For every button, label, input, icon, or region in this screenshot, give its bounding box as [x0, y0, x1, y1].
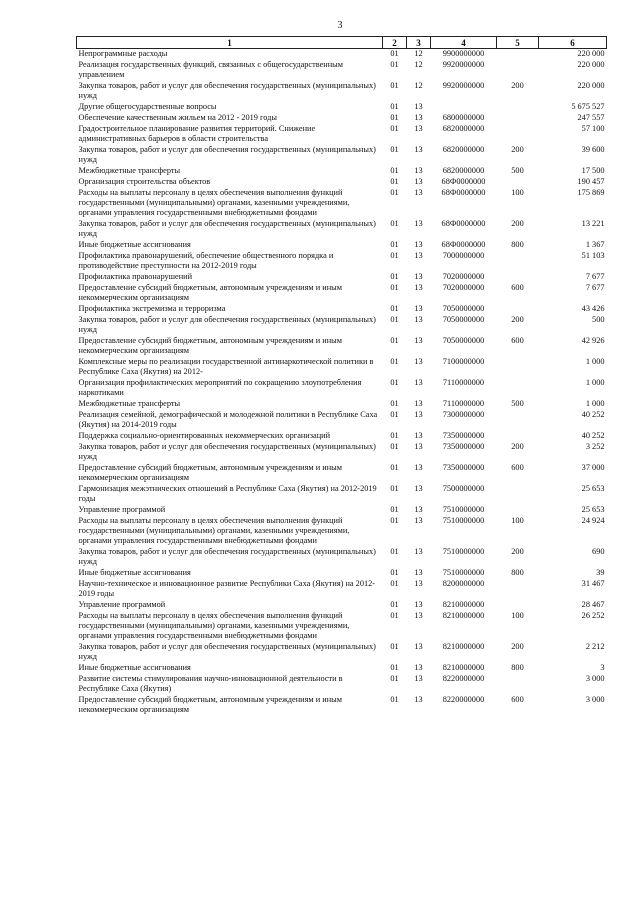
row-section: 01: [390, 304, 399, 313]
row-section: 01: [390, 505, 399, 514]
table-row: [77, 272, 607, 283]
table-row: [77, 49, 607, 61]
row-expense-type: 100: [511, 516, 524, 525]
row-name: Другие общегосударственные вопросы: [78, 102, 217, 111]
row-target-article: [431, 102, 497, 113]
header-col-3: 3: [407, 37, 431, 49]
row-expense-type: [497, 484, 539, 505]
row-expense-type: 100: [511, 611, 524, 620]
row-expense-type: [497, 431, 539, 442]
row-target-article: 7350000000: [442, 442, 485, 451]
table-row: [77, 166, 607, 177]
row-expense-type: 600: [511, 463, 524, 472]
header-col-2: 2: [383, 37, 407, 49]
row-target-article: 68Ф0000000: [441, 177, 486, 186]
row-target-article: 8210000000: [442, 600, 485, 609]
table-row: [77, 547, 607, 568]
row-section: 01: [390, 102, 399, 111]
row-section: 01: [390, 695, 399, 704]
budget-table: [76, 36, 607, 716]
row-subsection: 13: [414, 378, 423, 387]
row-target-article: 7510000000: [442, 568, 485, 577]
row-amount: 42 926: [581, 336, 605, 345]
table-row: [77, 399, 607, 410]
row-amount: 40 252: [581, 431, 605, 440]
row-section: 01: [390, 431, 399, 440]
row-amount: 25 653: [581, 505, 605, 514]
table-row: [77, 568, 607, 579]
row-expense-type: [497, 505, 539, 516]
row-amount: 1 000: [585, 357, 605, 366]
row-expense-type: 600: [511, 283, 524, 292]
row-name: Комплексные меры по реализации государственной антинаркотической политики в Республике Саха (Якутия) на 2012-: [78, 357, 374, 376]
row-subsection: 13: [414, 642, 423, 651]
row-expense-type: 600: [511, 336, 524, 345]
row-name: Закупка товаров, работ и услуг для обеспечения государственных (муниципальных) нужд: [78, 442, 376, 461]
row-subsection: 13: [414, 113, 423, 122]
table-row: [77, 240, 607, 251]
row-target-article: 7050000000: [442, 336, 485, 345]
row-section: 01: [390, 166, 399, 175]
row-target-article: 7110000000: [442, 378, 485, 387]
row-subsection: 13: [414, 547, 423, 556]
row-amount: 39 600: [581, 145, 605, 154]
row-subsection: 13: [414, 272, 423, 281]
table-row: [77, 579, 607, 600]
row-name: Развитие системы стимулирования научно-инновационной деятельности в Республике Саха (Якутия): [78, 674, 343, 693]
row-expense-type: [497, 177, 539, 188]
row-target-article: 7510000000: [442, 547, 485, 556]
row-section: 01: [390, 188, 399, 197]
row-target-article: 7110000000: [442, 399, 485, 408]
row-expense-type: 800: [511, 568, 524, 577]
row-amount: 13 221: [581, 219, 605, 228]
row-target-article: 7050000000: [442, 315, 485, 324]
row-name: Закупка товаров, работ и услуг для обеспечения государственных (муниципальных) нужд: [78, 315, 376, 334]
row-amount: 3: [600, 663, 605, 672]
table-row: [77, 600, 607, 611]
row-amount: 17 500: [581, 166, 605, 175]
row-amount: 5 675 527: [571, 102, 605, 111]
row-amount: 57 100: [581, 124, 605, 133]
row-section: 01: [390, 60, 399, 69]
row-amount: 3 000: [585, 695, 605, 704]
row-subsection: 13: [414, 663, 423, 672]
row-target-article: 7500000000: [442, 484, 485, 493]
row-section: 01: [390, 81, 399, 90]
row-target-article: 9920000000: [442, 60, 485, 69]
row-subsection: 13: [414, 240, 423, 249]
table-row: [77, 410, 607, 431]
table-row: [77, 219, 607, 240]
row-amount: 26 252: [581, 611, 605, 620]
row-subsection: 13: [414, 600, 423, 609]
row-section: 01: [390, 49, 399, 58]
row-amount: 3 000: [585, 674, 605, 683]
header-col-5: 5: [497, 37, 539, 49]
row-section: 01: [390, 272, 399, 281]
row-name: Межбюджетные трансферты: [78, 399, 181, 408]
row-section: 01: [390, 251, 399, 260]
row-amount: 1 367: [585, 240, 605, 249]
row-subsection: 12: [414, 81, 423, 90]
row-expense-type: 800: [511, 240, 524, 249]
row-section: 01: [390, 357, 399, 366]
row-name: Иные бюджетные ассигнования: [78, 663, 191, 672]
row-subsection: 13: [414, 177, 423, 186]
table-row: [77, 124, 607, 145]
row-target-article: 9900000000: [442, 49, 485, 58]
row-amount: 28 467: [581, 600, 605, 609]
row-amount: 690: [592, 547, 605, 556]
row-subsection: 13: [414, 516, 423, 525]
row-expense-type: 800: [511, 663, 524, 672]
row-section: 01: [390, 674, 399, 683]
row-subsection: 12: [414, 49, 423, 58]
row-name: Научно-техническое и инновационное развитие Республики Саха (Якутия) на 2012-2019 годы: [78, 579, 376, 598]
row-name: Предоставление субсидий бюджетным, автономным учреждениям и иным некоммерческим организациям: [78, 463, 342, 482]
row-name: Градостроительное планирование развития территорий. Снижение административных барьеров в области строительства: [78, 124, 316, 143]
row-subsection: 13: [414, 124, 423, 133]
row-subsection: 13: [414, 674, 423, 683]
row-subsection: 13: [414, 336, 423, 345]
row-expense-type: [497, 378, 539, 399]
row-expense-type: [497, 102, 539, 113]
row-subsection: 13: [414, 399, 423, 408]
row-section: 01: [390, 484, 399, 493]
row-section: 01: [390, 568, 399, 577]
row-target-article: 68Ф0000000: [441, 240, 486, 249]
row-amount: 40 252: [581, 410, 605, 419]
row-name: Закупка товаров, работ и услуг для обеспечения государственных (муниципальных) нужд: [78, 145, 376, 164]
row-target-article: 7350000000: [442, 431, 485, 440]
row-name: Реализация семейной, демографической и молодежной политики в Республике Саха (Якутия) на 2014-2019 годы: [78, 410, 378, 429]
row-subsection: 13: [414, 410, 423, 419]
table-row: [77, 357, 607, 378]
row-amount: 2 212: [585, 642, 605, 651]
row-name: Иные бюджетные ассигнования: [78, 240, 191, 249]
row-subsection: 13: [414, 188, 423, 197]
row-subsection: 13: [414, 695, 423, 704]
row-section: 01: [390, 113, 399, 122]
table-row: [77, 442, 607, 463]
row-expense-type: [497, 674, 539, 695]
row-name: Закупка товаров, работ и услуг для обеспечения государственных (муниципальных) нужд: [78, 81, 376, 100]
row-name: Расходы на выплаты персоналу в целях обеспечения выполнения функций государственными (муниципальными) органами, казенными учреждениями, органами управления государственными внебюджетными фондами: [78, 188, 350, 217]
row-section: 01: [390, 124, 399, 133]
row-name: Профилактика правонарушений, обеспечение общественного порядка и противодействие преступности на 2012-2019 годы: [78, 251, 334, 270]
row-subsection: 13: [414, 304, 423, 313]
row-target-article: 7000000000: [442, 251, 485, 260]
row-name: Иные бюджетные ассигнования: [78, 568, 191, 577]
row-subsection: 13: [414, 568, 423, 577]
row-expense-type: [497, 304, 539, 315]
row-amount: 39: [596, 568, 605, 577]
table-row: [77, 463, 607, 484]
row-name: Непрограммные расходы: [78, 49, 168, 58]
row-subsection: 13: [414, 357, 423, 366]
header-col-1: 1: [77, 37, 383, 49]
row-section: 01: [390, 336, 399, 345]
row-name: Предоставление субсидий бюджетным, автономным учреждениям и иным некоммерческим организациям: [78, 695, 342, 714]
row-section: 01: [390, 642, 399, 651]
table-row: [77, 145, 607, 166]
row-amount: 175 869: [577, 188, 605, 197]
row-subsection: 13: [414, 505, 423, 514]
row-subsection: 13: [414, 431, 423, 440]
table-row: [77, 188, 607, 219]
row-section: 01: [390, 240, 399, 249]
table-row: [77, 251, 607, 272]
row-expense-type: 200: [511, 315, 524, 324]
row-target-article: 8220000000: [442, 695, 485, 704]
page-number: 3: [337, 20, 343, 31]
row-expense-type: [497, 113, 539, 124]
row-name: Профилактика экстремизма и терроризма: [78, 304, 226, 313]
row-section: 01: [390, 283, 399, 292]
row-amount: 3 252: [585, 442, 605, 451]
row-section: 01: [390, 463, 399, 472]
table-row: [77, 505, 607, 516]
row-name: Предоставление субсидий бюджетным, автономным учреждениям и иным некоммерческим организациям: [78, 283, 342, 302]
row-expense-type: 200: [511, 642, 524, 651]
row-subsection: 13: [414, 611, 423, 620]
row-name: Организация профилактических мероприятий по сокращению злоупотребления наркотиками: [78, 378, 362, 397]
row-name: Расходы на выплаты персоналу в целях обеспечения выполнения функций государственными (муниципальными) органами, казенными учреждениями, органами управления государственными внебюджетными фондами: [78, 611, 350, 640]
row-target-article: 6820000000: [442, 145, 485, 154]
row-expense-type: 200: [511, 442, 524, 451]
row-section: 01: [390, 410, 399, 419]
row-section: 01: [390, 579, 399, 588]
row-expense-type: 500: [511, 399, 524, 408]
row-expense-type: 200: [511, 81, 524, 90]
row-name: Профилактика правонарушений: [78, 272, 193, 281]
row-name: Обеспечение качественным жильем на 2012 - 2019 годы: [78, 113, 277, 122]
row-expense-type: [497, 600, 539, 611]
header-row: [77, 37, 607, 49]
row-subsection: 13: [414, 463, 423, 472]
row-target-article: 8210000000: [442, 611, 485, 620]
row-expense-type: [497, 251, 539, 272]
row-amount: 43 426: [581, 304, 605, 313]
row-target-article: 6820000000: [442, 166, 485, 175]
table-row: [77, 177, 607, 188]
row-target-article: 9920000000: [442, 81, 485, 90]
row-subsection: 13: [414, 315, 423, 324]
row-expense-type: [497, 357, 539, 378]
row-amount: 7 677: [585, 283, 605, 292]
row-subsection: 13: [414, 579, 423, 588]
row-amount: 37 000: [581, 463, 605, 472]
row-amount: 7 677: [585, 272, 605, 281]
row-section: 01: [390, 600, 399, 609]
row-target-article: 8220000000: [442, 674, 485, 683]
row-expense-type: [497, 410, 539, 431]
table-row: [77, 81, 607, 102]
row-target-article: 7510000000: [442, 516, 485, 525]
row-subsection: 13: [414, 166, 423, 175]
row-target-article: 8210000000: [442, 663, 485, 672]
row-section: 01: [390, 663, 399, 672]
row-section: 01: [390, 145, 399, 154]
table-row: [77, 484, 607, 505]
table-row: [77, 663, 607, 674]
row-amount: 1 000: [585, 378, 605, 387]
row-expense-type: [497, 579, 539, 600]
row-section: 01: [390, 378, 399, 387]
row-target-article: 7350000000: [442, 463, 485, 472]
table-row: [77, 113, 607, 124]
row-subsection: 13: [414, 484, 423, 493]
row-target-article: 7020000000: [442, 272, 485, 281]
header-col-6: 6: [539, 37, 607, 49]
row-amount: 31 467: [581, 579, 605, 588]
row-name: Закупка товаров, работ и услуг для обеспечения государственных (муниципальных) нужд: [78, 547, 376, 566]
row-section: 01: [390, 442, 399, 451]
row-section: 01: [390, 611, 399, 620]
row-amount: 51 103: [581, 251, 605, 260]
table-row: [77, 695, 607, 716]
row-target-article: 7050000000: [442, 304, 485, 313]
row-expense-type: 200: [511, 145, 524, 154]
row-amount: 220 000: [577, 81, 605, 90]
row-amount: 500: [592, 315, 605, 324]
row-name: Управление программой: [78, 600, 166, 609]
row-subsection: 13: [414, 442, 423, 451]
row-amount: 24 924: [581, 516, 605, 525]
table-row: [77, 102, 607, 113]
row-target-article: 7020000000: [442, 283, 485, 292]
row-name: Межбюджетные трансферты: [78, 166, 181, 175]
table-row: [77, 336, 607, 357]
row-expense-type: 500: [511, 166, 524, 175]
row-amount: 220 000: [577, 60, 605, 69]
row-target-article: 7100000000: [442, 357, 485, 366]
table-header: [77, 37, 607, 49]
row-section: 01: [390, 177, 399, 186]
row-amount: 1 000: [585, 399, 605, 408]
row-target-article: 68Ф0000000: [441, 219, 486, 228]
row-section: 01: [390, 399, 399, 408]
table-body: [77, 49, 607, 717]
row-expense-type: 200: [511, 219, 524, 228]
row-section: 01: [390, 315, 399, 324]
row-target-article: 6800000000: [442, 113, 485, 122]
row-subsection: 13: [414, 102, 423, 111]
row-expense-type: [497, 49, 539, 61]
row-expense-type: [497, 60, 539, 81]
row-expense-type: [497, 124, 539, 145]
row-expense-type: 600: [511, 695, 524, 704]
row-target-article: 7300000000: [442, 410, 485, 419]
row-section: 01: [390, 219, 399, 228]
table-row: [77, 674, 607, 695]
row-amount: 25 653: [581, 484, 605, 493]
row-name: Организация строительства объектов: [78, 177, 211, 186]
table-row: [77, 283, 607, 304]
row-name: Закупка товаров, работ и услуг для обеспечения государственных (муниципальных) нужд: [78, 219, 376, 238]
table-row: [77, 431, 607, 442]
table-row: [77, 315, 607, 336]
table-row: [77, 611, 607, 642]
header-col-4: 4: [431, 37, 497, 49]
row-subsection: 13: [414, 251, 423, 260]
row-name: Расходы на выплаты персоналу в целях обеспечения выполнения функций государственными (муниципальными) органами, казенными учреждениями, органами управления государственными внебюджетными фондами: [78, 516, 350, 545]
table-row: [77, 516, 607, 547]
row-target-article: 8200000000: [442, 579, 485, 588]
table-row: [77, 642, 607, 663]
row-amount: 190 457: [577, 177, 605, 186]
row-name: Реализация государственных функций, связанных с общегосударственным управлением: [78, 60, 343, 79]
row-name: Закупка товаров, работ и услуг для обеспечения государственных (муниципальных) нужд: [78, 642, 376, 661]
row-subsection: 13: [414, 219, 423, 228]
row-name: Поддержка социально-ориентированных некоммерческих организаций: [78, 431, 331, 440]
row-amount: 220 000: [577, 49, 605, 58]
row-name: Управление программой: [78, 505, 166, 514]
row-amount: 247 557: [577, 113, 605, 122]
row-section: 01: [390, 547, 399, 556]
row-section: 01: [390, 516, 399, 525]
table-row: [77, 304, 607, 315]
row-expense-type: 200: [511, 547, 524, 556]
row-target-article: 8210000000: [442, 642, 485, 651]
row-name: Гармонизация межэтнических отношений в Республике Саха (Якутия) на 2012-2019 годы: [78, 484, 377, 503]
row-subsection: 13: [414, 145, 423, 154]
row-target-article: 7510000000: [442, 505, 485, 514]
row-target-article: 6820000000: [442, 124, 485, 133]
row-target-article: 68Ф0000000: [441, 188, 486, 197]
row-name: Предоставление субсидий бюджетным, автономным учреждениям и иным некоммерческим организациям: [78, 336, 342, 355]
row-expense-type: 100: [511, 188, 524, 197]
row-subsection: 12: [414, 60, 423, 69]
row-expense-type: [497, 272, 539, 283]
table-row: [77, 60, 607, 81]
table-row: [77, 378, 607, 399]
row-subsection: 13: [414, 283, 423, 292]
